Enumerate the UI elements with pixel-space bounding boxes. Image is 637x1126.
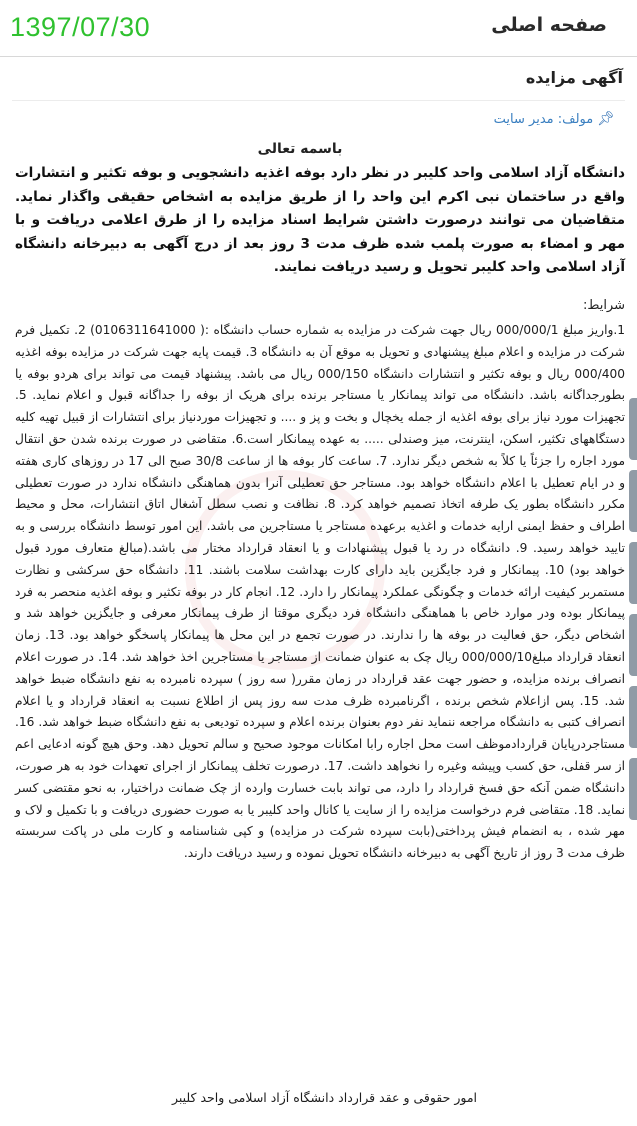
divider	[12, 100, 625, 101]
side-tabs	[629, 398, 637, 830]
intro-paragraph: دانشگاه آزاد اسلامی واحد کلیبر در نظر دارد بوفه اغذیه دانشجویی و بوفه تکثیر و انتشارات واقع در ساختمان نبی اکرم این واحد را از طریق مزایده به اشخاص حقیقی واگذار نماید. متقاضیان می توانند درصورت داشتن شرایط اسناد مزایده را از طرق اعلامی دریافت و با مهر و امضاء به صورت پلمب شده ظرف مدت 3 روز بعد از درج آگهی به دبیرخانه دانشگاه آزاد اسلامی واحد کلیبر تحویل و رسید دریافت نمایند.	[15, 165, 625, 275]
home-link[interactable]: صفحه اصلی	[491, 14, 607, 36]
side-tab[interactable]	[629, 686, 637, 748]
author-label: مولف: مدیر سایت	[493, 111, 594, 127]
side-tab[interactable]	[629, 542, 637, 604]
top-bar	[0, 0, 637, 57]
basmala-heading: باسمه تعالی	[257, 141, 343, 157]
conditions-label: شرایط:	[582, 298, 625, 313]
conditions-paragraph: 1.واریز مبلغ 000/000/1 ریال جهت شرکت در مزایده به شماره حساب دانشگاه :( 0106311641000) 2. تکمیل فرم شرکت در مزایده و اعلام مبلغ پیشنهادی و تحویل به موقع آن به دانشگاه 3. قیمت پایه جهت شرکت در مزایده بوفه اغذیه 000/400 ریال و بوفه تکثیر و انتشارات دانشگاه 000/150 ریال می باشد. پیشنهاد قیمت می تواند برای هردو بوفه یا بطورجداگانه باشد. دانشگاه می تواند پیمانکار یا مستاجر برنده برای هریک از بوفه را جداگانه قبول و اعلام نماید. 5. تجهیزات مورد نیاز برای بوفه اغذیه از جمله یخچال و بخت و پز و .... و تجهیزات موردنیاز برای انتشارات از قبیل تهیه کلیه دستگاههای تکثیر، اسکن، اینترنت، میز وصندلی ..... به عهده پیمانکار است.6. متقاضی در صورت برنده شدن حق انتقال مورد اجاره را جزئاً یا کلاً به شخص دیگر ندارد. 7. ساعت کار بوفه ها از ساعت 30/8 صبح الی 17 در روزهای کاری هفته و در ایام تعطیل با اعلام دانشگاه خواهد بود. مستاجر حق تعطیلی آنرا بدون هماهنگی دانشگاه ندارد در صورت تعطیلی مکرر دانشگاه بطور یک طرفه اتخاذ تصمیم خواهد کرد. 8. نظافت و نصب سطل آشغال اتاق انتشارات، محل و محیط اطراف و حفظ ایمنی ارایه خدمات و اغذیه برعهده مستاجر یا مستاجرین می باشد. این امور توسط دانشگاه بررسی و به تایید خواهد رسید. 9. دانشگاه در رد یا قبول پیشنهادات و یا انعقاد قرارداد مختار می باشد.(مبالغ متعارف مورد قبول خواهد بود) 10. پیمانکار و فرد جایگزین باید دارای کارت بهداشت سلامت باشند. 11. دانشگاه حق سرکشی و نظارت مستمربر کیفیت ارائه خدمات و چگونگی عملکرد پیمانکار را دارد. 12. انجام کار در بوفه تکثیر و بوفه اغذیه منحصر به فرد پیمانکار بوده ودر موارد خاص با هماهنگی دانشگاه فرد دیگری موقتا از طرف پیمانکار معرفی و جایگزین خواهد شد و اشخاص دیگر، حق فعالیت در بوفه ها را ندارند. در صورت تجمع در این محل ها پیمانکار پاسخگو خواهد بود. 13. زمان انعقاد قرارداد مبلغ000/000/10 ریال چک به عنوان ضمانت از مستاجر یا مستاجرین اخذ خواهد شد. 14. در صورت اعلام انصراف برنده مزایده، و حضور جهت عقد قرارداد در زمان مقرر( سه روز ) سپرده نامبرده به نفع دانشگاه ضبط خواهد شد. 15. پس ازاعلام شخص برنده ، اگرنامبرده ظرف مدت سه روز پس از اطلاع نسبت به انعقاد قرارداد و یا اعلام انصراف کتبی به دانشگاه مراجعه ننماید نفر دوم بعنوان برنده اعلام و سپرده تودیعی به نفع دانشگاه ضبط خواهد شد. 16. مستاجردرپایان قراردادموظف است محل اجاره رابا امکانات موجود صحیح و سالم تحویل دهد. وحق هیچ گونه ادعایی اعم از سر قفلی، حق کسب وپیشه وغیره را نخواهد داشت. 17. درصورت تخلف پیمانکار از اجرای تعهدات خود به هر صورت، دانشگاه ضمن آنکه حق فسخ قرارداد را دارد، می تواند بابت خسارت وارده از چک ضمانت دراختیار، به نحو مقتضی کسر نماید. 18. متقاضی فرم درخواست مزایده را از سایت یا کانال واحد کلیبر یا به صورت حضوری دریافت و با تکمیل و لاک و مهر شده ، به انضمام فیش پرداختی(بابت سپرده شرکت در مزایده) و کپی شناسنامه و کارت ملی در پاکت سربسته ظرف مدت 3 روز از تاریخ آگهی به دبیرخانه دانشگاه تحویل نموده و رسید دریافت دارند.	[15, 323, 626, 861]
side-tab[interactable]	[629, 470, 637, 532]
side-tab[interactable]	[629, 398, 637, 460]
pin-icon: 📌︎	[597, 111, 615, 127]
header-date: 1397/07/30	[10, 12, 151, 42]
side-tab[interactable]	[629, 758, 637, 820]
side-tab[interactable]	[629, 614, 637, 676]
page-title: آگهی مزایده	[525, 68, 623, 87]
author-line	[494, 111, 615, 127]
signature-line: امور حقوقی و عقد قرارداد دانشگاه آزاد اسلامی واحد کلیبر	[171, 1090, 477, 1105]
